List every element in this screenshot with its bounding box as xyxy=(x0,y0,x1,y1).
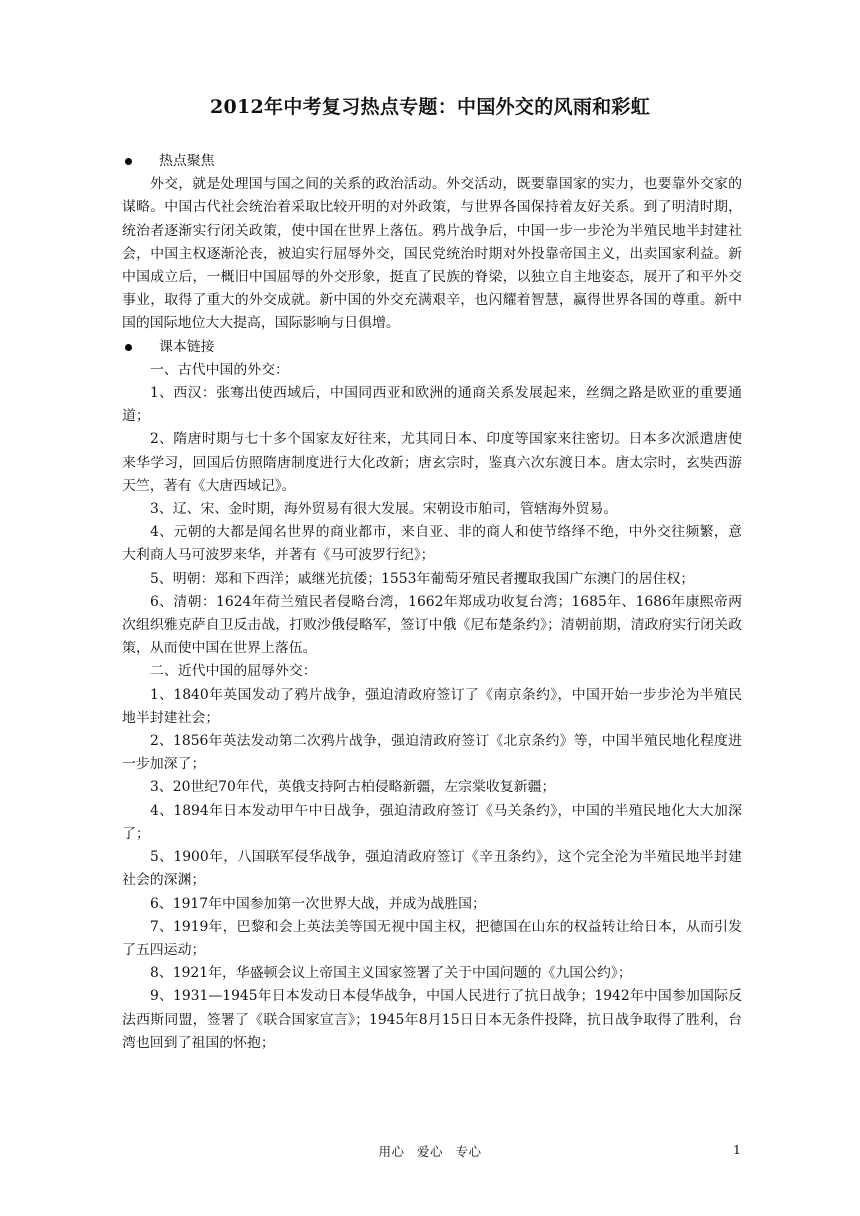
document-title: 2012年中考复习热点专题：中国外交的风雨和彩虹 xyxy=(209,96,651,118)
paragraph: 4、1894年日本发动甲午中日战争，强迫清政府签订《马关条约》，中国的半殖民地化大大加深了； xyxy=(122,802,742,842)
section-heading xyxy=(122,150,742,173)
paragraph: 2、隋唐时期与七十多个国家友好往来，尤其同日本、印度等国家来往密切。日本多次派遣唐使来华学习，回国后仿照隋唐制度进行大化改新；唐玄宗时，鉴真六次东渡日本。唐太宗时，玄奘西游天竺，著有《大唐西域记》。 xyxy=(122,431,742,494)
page-number: 1 xyxy=(733,1142,741,1157)
paragraph: 5、明朝：郑和下西洋；戚继光抗倭；1553年葡萄牙殖民者攫取我国广东澳门的居住权； xyxy=(150,570,695,587)
paragraph: 6、清朝：1624年荷兰殖民者侵略台湾，1662年郑成功收复台湾；1685年、1686年康熙帝两次组织雅克萨自卫反击战，打败沙俄侵略军，签订中俄《尼布楚条约》；清朝前期，清政府实行闭关政策，从而使中国在世界上落伍。 xyxy=(122,593,742,657)
paragraph: 1、西汉：张骞出使西域后，中国同西亚和欧洲的通商关系发展起来，丝绸之路是欧亚的重要通道； xyxy=(122,385,742,425)
paragraph: 3、20世纪70年代，英俄支持阿古柏侵略新疆，左宗棠收复新疆； xyxy=(150,779,556,796)
paragraph: 3、辽、宋、金时期，海外贸易有很大发展。宋朝设市舶司，管辖海外贸易。 xyxy=(150,501,618,518)
paragraph: 外交，就是处理国与国之间的关系的政治活动。外交活动，既要靠国家的实力，也要靠外交家的谋略。中国古代社会统治着采取比较开明的对外政策，与世界各国保持着友好关系。到了明清时期，统治者逐渐实行闭关政策，使中国在世界上落伍。鸦片战争后，中国一步一步沦为半殖民地半封建社会，中国主权逐渐沦丧，被迫实行屈辱外交，国民党统治时期对外投靠帝国主义，出卖国家利益。新中国成立后，一概旧中国屈辱的外交形象，挺直了民族的脊梁，以独立自主地姿态，展开了和平外交事业，取得了重大的外交成就。新中国的外交充满艰辛，也闪耀着智慧，赢得世界各国的尊重。新中国的国际地位大大提高，国际影响与日俱增。 xyxy=(122,176,742,332)
bullet-dot-icon xyxy=(125,158,132,165)
paragraph: 二、近代中国的屈辱外交： xyxy=(150,663,317,680)
paragraph: 4、元朝的大都是闻名世界的商业都市，来自亚、非的商人和使节络绎不绝，中外交往频繁，意大利商人马可波罗来华，并著有《马可波罗行纪》； xyxy=(122,524,742,564)
page-footer: 用心 爱心 专心 xyxy=(378,1144,482,1159)
paragraph: 1、1840年英国发动了鸦片战争，强迫清政府签订了《南京条约》，中国开始一步步沦为半殖民地半封建社会； xyxy=(122,686,742,726)
bullet-dot-icon xyxy=(125,344,132,351)
paragraph: 7、1919年，巴黎和会上英法美等国无视中国主权，把德国在山东的权益转让给日本，从而引发了五四运动； xyxy=(122,918,742,958)
section-heading-text: 课本链接 xyxy=(159,338,215,355)
paragraph: 8、1921年，华盛顿会议上帝国主义国家签署了关于中国问题的《九国公约》； xyxy=(150,965,632,982)
paragraph: 6、1917年中国参加第一次世界大战，并成为战胜国； xyxy=(150,895,486,912)
section-heading-text: 热点聚焦 xyxy=(159,153,215,169)
paragraph: 2、1856年英法发动第二次鸦片战争，强迫清政府签订《北京条约》等，中国半殖民地化程度进一步加深了； xyxy=(122,733,742,773)
document-body xyxy=(122,150,742,1055)
section-heading xyxy=(122,336,742,359)
paragraph: 5、1900年，八国联军侵华战争，强迫清政府签订《辛丑条约》，这个完全沦为半殖民地半封建社会的深渊； xyxy=(122,849,742,889)
paragraph: 9、1931—1945年日本发动日本侵华战争，中国人民进行了抗日战争；1942年中国参加国际反法西斯同盟，签署了《联合国家宣言》；1945年8月15日日本无条件投降，抗日战争取得了胜利，台湾也回到了祖国的怀抱； xyxy=(122,988,742,1051)
paragraph: 一、古代中国的外交： xyxy=(150,361,289,378)
